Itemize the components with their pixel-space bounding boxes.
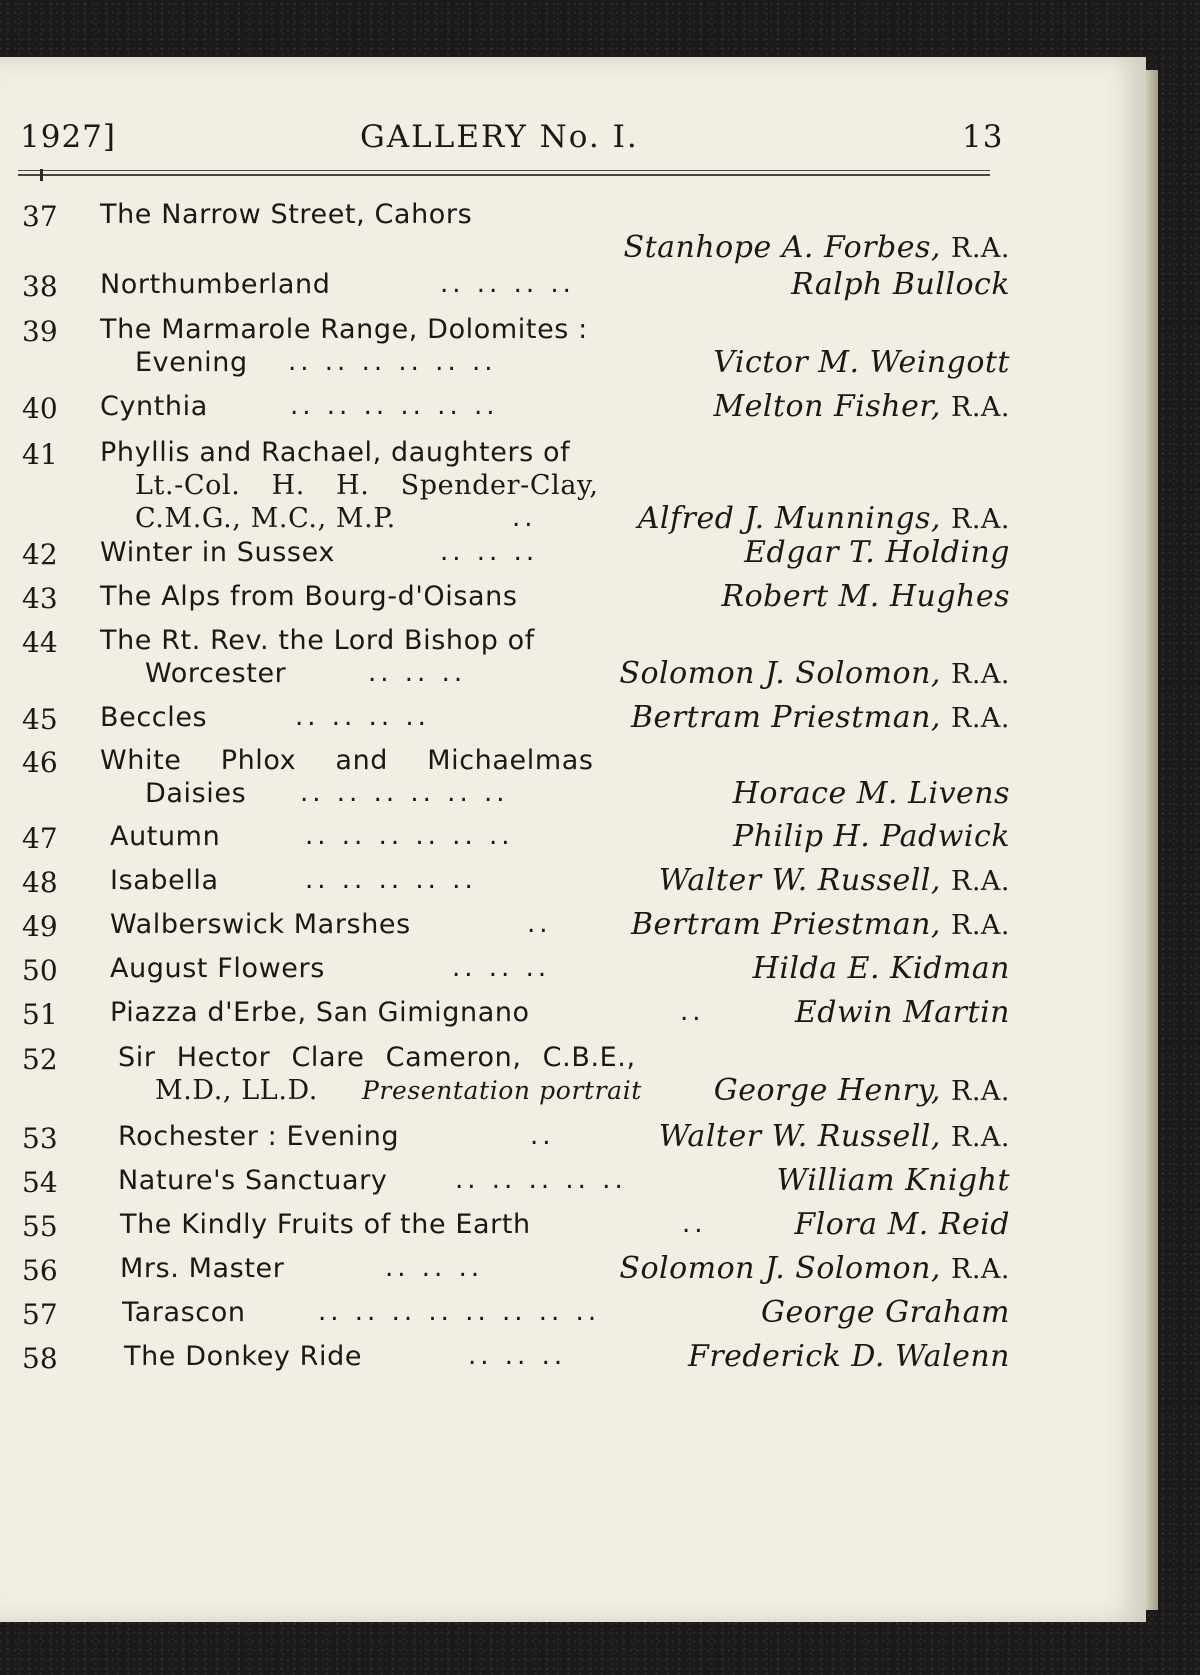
entry-number: 45	[22, 703, 58, 736]
artist	[713, 389, 1010, 425]
artist-name: Philip H. Padwick	[733, 819, 1010, 854]
artist-name: George Henry,	[713, 1073, 941, 1108]
artist-name: Alfred J. Munnings,	[637, 501, 941, 536]
entry-number: 50	[22, 954, 58, 987]
note	[362, 1073, 642, 1108]
entry-title-continued: M.D., LL.D.	[155, 1075, 318, 1106]
entry-title: Nature's Sanctuary	[118, 1165, 388, 1196]
artist-name: Melton Fisher,	[713, 389, 941, 424]
entry-title-continued: Evening	[135, 347, 248, 378]
entry-number: 41	[22, 438, 58, 471]
entry-title: The Alps from Bourg-d'Oisans	[100, 581, 518, 612]
artist	[714, 1073, 1010, 1109]
leader-dots: .. .. .. .. .. .. .. ..	[318, 1297, 601, 1327]
entry-title: Piazza d'Erbe, San Gimignano	[110, 997, 530, 1028]
artist-name: Robert M. Hughes	[721, 579, 1010, 614]
artist-name: Solomon J. Solomon,	[619, 656, 941, 691]
entry-number: 57	[22, 1298, 58, 1331]
artist-name: Edgar T. Holding	[744, 535, 1010, 570]
artist-name: Ralph Bullock	[791, 267, 1010, 302]
artist	[713, 345, 1010, 381]
artist	[753, 951, 1010, 987]
artist-name: Walter W. Russell,	[658, 863, 941, 898]
leader-dots: .. .. ..	[368, 658, 467, 688]
entry-title-continued: Worcester	[145, 658, 287, 689]
leader-dots: .. .. ..	[468, 1341, 567, 1371]
entry-number: 52	[22, 1043, 58, 1076]
entry-title: Walberswick Marshes	[110, 909, 411, 940]
entry-title: The Kindly Fruits of the Earth	[120, 1209, 531, 1240]
entry-title-continued: C.M.G., M.C., M.P.	[135, 503, 396, 534]
entry-title: Rochester : Evening	[118, 1121, 400, 1152]
leader-dots: .. .. .. .. .. ..	[300, 778, 509, 808]
entry-title: The Donkey Ride	[124, 1341, 363, 1372]
entry-number: 43	[22, 582, 58, 615]
entry-title-continued: Daisies	[145, 778, 247, 809]
artist	[638, 501, 1010, 537]
presentation-note: Presentation portrait	[362, 1076, 642, 1105]
artist-name: Walter W. Russell,	[658, 1119, 941, 1154]
entry-number: 53	[22, 1122, 58, 1155]
entry-title: White Phlox and Michaelmas	[100, 745, 594, 776]
artist-name: Bertram Priestman,	[631, 907, 941, 942]
entry-title: Northumberland	[100, 269, 331, 300]
entry-number: 42	[22, 538, 58, 571]
artist-name: Solomon J. Solomon,	[619, 1251, 941, 1286]
artist	[631, 907, 1010, 943]
catalogue-page	[0, 57, 1146, 1622]
entry-title: Autumn	[110, 821, 221, 852]
artist	[659, 1119, 1010, 1155]
artist	[688, 1339, 1010, 1375]
artist	[777, 1163, 1010, 1199]
entry-title: Isabella	[110, 865, 219, 896]
artist-name: Edwin Martin	[794, 995, 1010, 1030]
artist-name: Bertram Priestman,	[631, 700, 941, 735]
entry-number: 46	[22, 746, 58, 779]
artist-name: George Graham	[761, 1295, 1010, 1330]
entry-number: 48	[22, 866, 58, 899]
artist-suffix: R.A.	[951, 1122, 1010, 1153]
header-year: 1927]	[20, 119, 116, 155]
entry-title: Mrs. Master	[120, 1253, 285, 1284]
entry-list	[0, 57, 1146, 1622]
entry-title: The Narrow Street, Cahors	[100, 199, 473, 230]
leader-dots: .. .. .. .. .. ..	[305, 821, 514, 851]
leader-dots: .. .. .. ..	[295, 702, 430, 732]
entry-title: Beccles	[100, 702, 208, 733]
artist	[659, 863, 1010, 899]
leader-dots: .. .. ..	[452, 953, 551, 983]
artist	[744, 535, 1010, 571]
leader-dots: .. .. .. ..	[440, 269, 575, 299]
artist-suffix: R.A.	[951, 392, 1010, 423]
header-page-number: 13	[962, 119, 1004, 155]
artist	[761, 1295, 1010, 1331]
artist-suffix: R.A.	[951, 866, 1010, 897]
leader-dots: ..	[680, 997, 705, 1027]
entry-number: 44	[22, 626, 58, 659]
leader-dots: ..	[527, 909, 552, 939]
artist-suffix: R.A.	[951, 1254, 1010, 1285]
entry-number: 54	[22, 1166, 58, 1199]
artist-suffix: R.A.	[951, 504, 1010, 535]
leader-dots: .. .. .. .. .. ..	[288, 347, 497, 377]
artist-name: William Knight	[776, 1163, 1010, 1198]
leader-dots: .. .. ..	[440, 537, 539, 567]
entry-number: 58	[22, 1342, 58, 1375]
entry-title: The Marmarole Range, Dolomites :	[100, 314, 588, 345]
artist-name: Hilda E. Kidman	[752, 951, 1010, 986]
leader-dots: .. .. .. .. .. ..	[290, 391, 499, 421]
entry-number: 56	[22, 1254, 58, 1287]
artist-suffix: R.A.	[951, 1076, 1010, 1107]
artist-name: Frederick D. Walenn	[688, 1339, 1010, 1374]
artist	[794, 1207, 1010, 1243]
leader-dots: .. .. .. .. ..	[455, 1165, 627, 1195]
artist	[722, 579, 1011, 615]
leader-dots: .. .. ..	[385, 1253, 484, 1283]
artist-suffix: R.A.	[951, 659, 1010, 690]
entry-title: Cynthia	[100, 391, 208, 422]
artist	[733, 776, 1010, 812]
entry-number: 51	[22, 998, 58, 1031]
artist	[619, 656, 1010, 692]
artist	[631, 700, 1010, 736]
entry-title: Phyllis and Rachael, daughters of	[100, 437, 571, 468]
artist-name: Victor M. Weingott	[713, 345, 1010, 380]
artist-suffix: R.A.	[951, 703, 1010, 734]
header-title: GALLERY No. I.	[360, 119, 639, 155]
artist	[624, 230, 1010, 266]
entry-number: 47	[22, 822, 58, 855]
entry-number: 40	[22, 392, 58, 425]
artist	[795, 995, 1010, 1031]
artist-suffix: R.A.	[951, 910, 1010, 941]
leader-dots: ..	[530, 1121, 555, 1151]
artist	[791, 267, 1010, 303]
entry-title: Sir Hector Clare Cameron, C.B.E.,	[118, 1042, 636, 1073]
leader-dots: ..	[682, 1209, 707, 1239]
leader-dots: .. .. .. .. ..	[305, 865, 477, 895]
artist-name: Stanhope A. Forbes,	[623, 230, 941, 265]
entry-number: 49	[22, 910, 58, 943]
artist-name: Flora M. Reid	[794, 1207, 1010, 1242]
entry-title-continued: Lt.-Col. H. H. Spender-Clay,	[135, 470, 599, 501]
leader-dots: ..	[512, 503, 537, 533]
artist	[619, 1251, 1010, 1287]
entry-title: Tarascon	[122, 1297, 246, 1328]
entry-title: The Rt. Rev. the Lord Bishop of	[100, 625, 535, 656]
entry-title: Winter in Sussex	[100, 537, 335, 568]
artist-suffix: R.A.	[951, 233, 1010, 264]
artist-name: Horace M. Livens	[732, 776, 1010, 811]
artist	[733, 819, 1010, 855]
entry-number: 38	[22, 270, 58, 303]
entry-number: 37	[22, 200, 58, 233]
page-edge	[1146, 70, 1158, 1610]
entry-number: 55	[22, 1210, 58, 1243]
entry-title: August Flowers	[110, 953, 325, 984]
entry-number: 39	[22, 315, 58, 348]
